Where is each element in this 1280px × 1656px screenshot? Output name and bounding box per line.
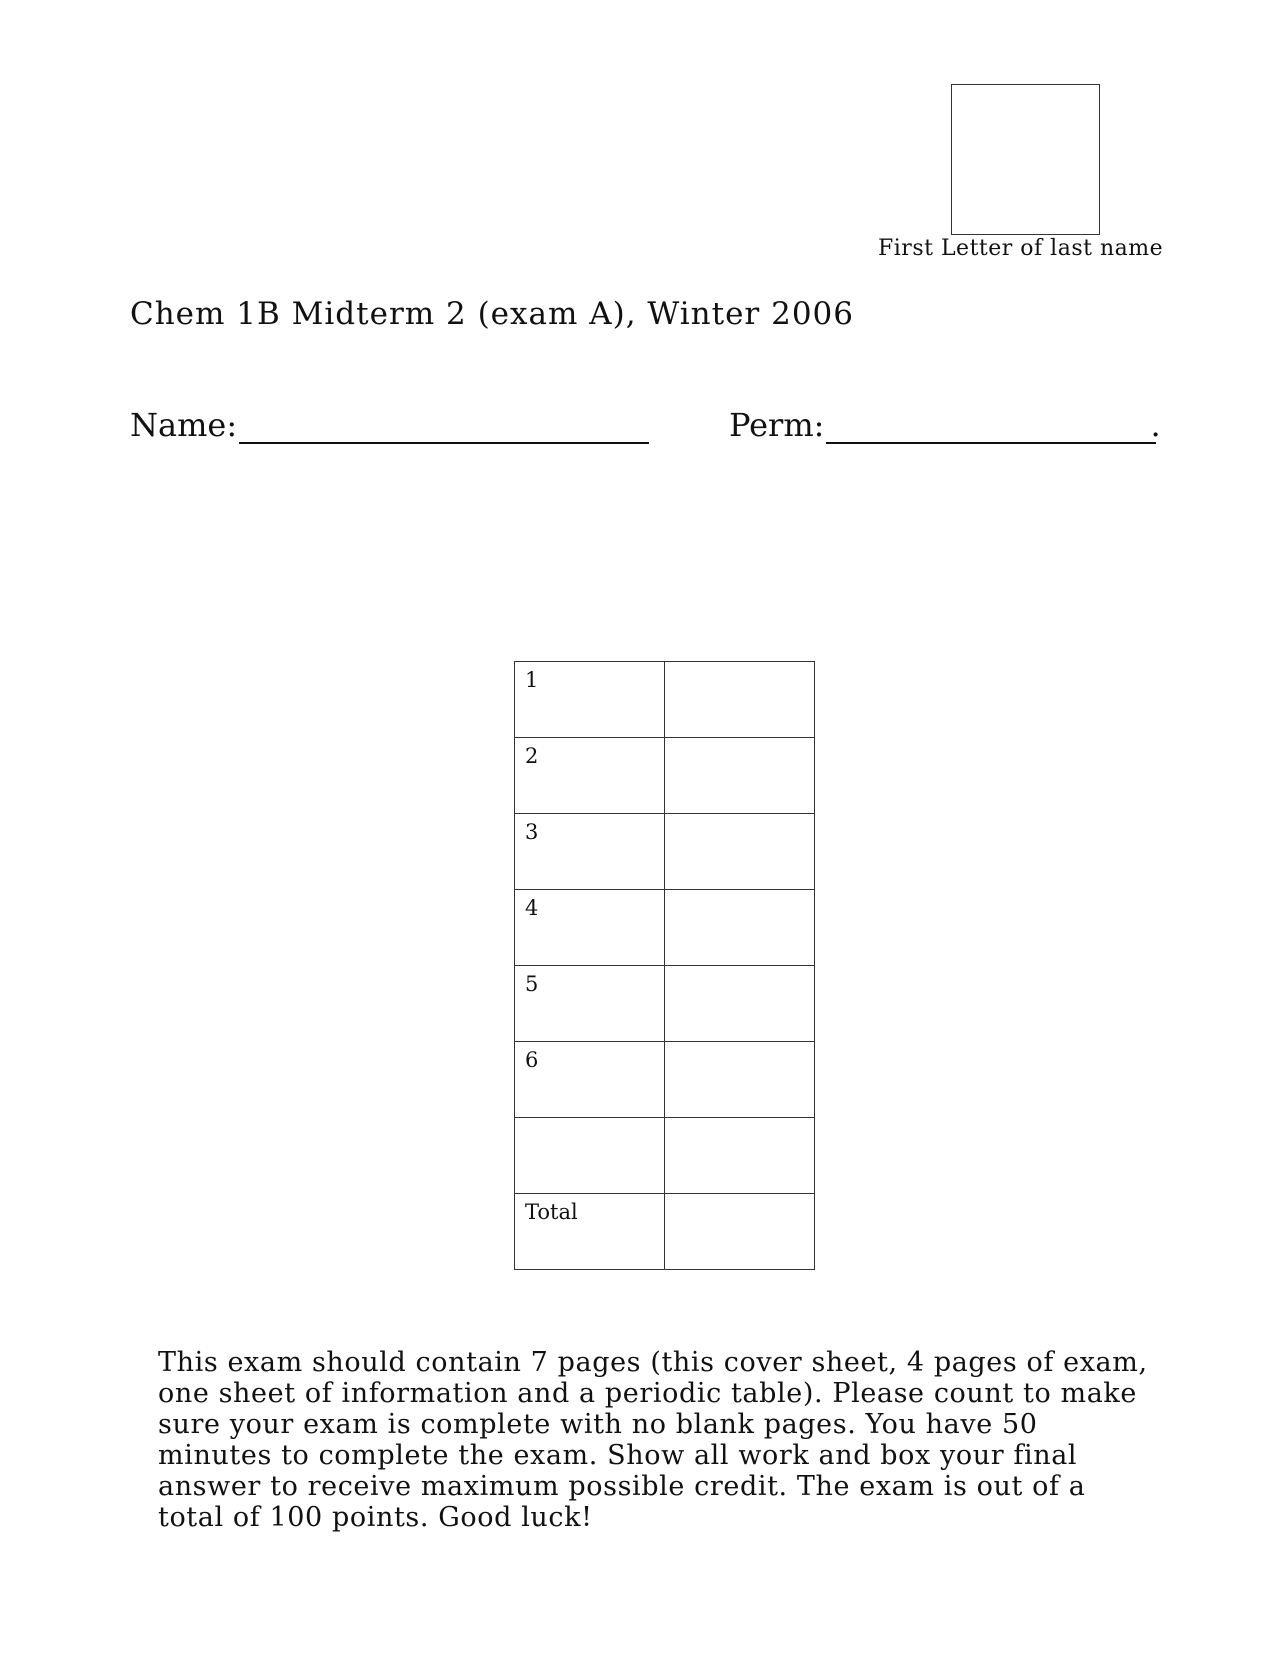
table-row: [515, 1194, 815, 1270]
last-name-initial-box[interactable]: [951, 84, 1100, 235]
name-blank-line[interactable]: [239, 412, 649, 444]
score-cell[interactable]: [665, 890, 815, 966]
table-row: [515, 814, 815, 890]
perm-field[interactable]: [729, 406, 1161, 444]
score-cell[interactable]: [665, 1042, 815, 1118]
table-row: [515, 966, 815, 1042]
question-label-cell: 6: [515, 1042, 665, 1118]
perm-blank-line[interactable]: [826, 412, 1156, 444]
total-label-cell: Total: [515, 1194, 665, 1270]
exam-instructions: This exam should contain 7 pages (this cover sheet, 4 pages of exam, one sheet of information and a periodic table). Please count to make sure your exam is complete with no blank pages. You have 50 minutes to complete the exam. Show all work and box your final answer to receive maximum possible credit. The exam is out of a total of 100 points. Good luck!: [158, 1347, 1148, 1533]
score-cell[interactable]: [665, 1118, 815, 1194]
exam-title: Chem 1B Midterm 2 (exam A), Winter 2006: [130, 296, 854, 332]
table-row: [515, 890, 815, 966]
name-field[interactable]: [130, 406, 649, 444]
question-label-cell: [515, 1118, 665, 1194]
table-row: [515, 738, 815, 814]
score-cell[interactable]: [665, 738, 815, 814]
table-row: [515, 662, 815, 738]
score-table: [514, 661, 815, 1270]
perm-label: Perm:: [729, 406, 825, 444]
question-label-cell: 2: [515, 738, 665, 814]
initial-box-caption: First Letter of last name: [878, 236, 1164, 261]
total-score-cell[interactable]: [665, 1194, 815, 1270]
question-label-cell: 3: [515, 814, 665, 890]
score-cell[interactable]: [665, 814, 815, 890]
score-cell[interactable]: [665, 966, 815, 1042]
question-label-cell: 1: [515, 662, 665, 738]
perm-trailing-period: .: [1150, 406, 1161, 444]
question-label-cell: 4: [515, 890, 665, 966]
score-cell[interactable]: [665, 662, 815, 738]
table-row: [515, 1042, 815, 1118]
table-row: [515, 1118, 815, 1194]
name-label: Name:: [130, 406, 238, 444]
question-label-cell: 5: [515, 966, 665, 1042]
